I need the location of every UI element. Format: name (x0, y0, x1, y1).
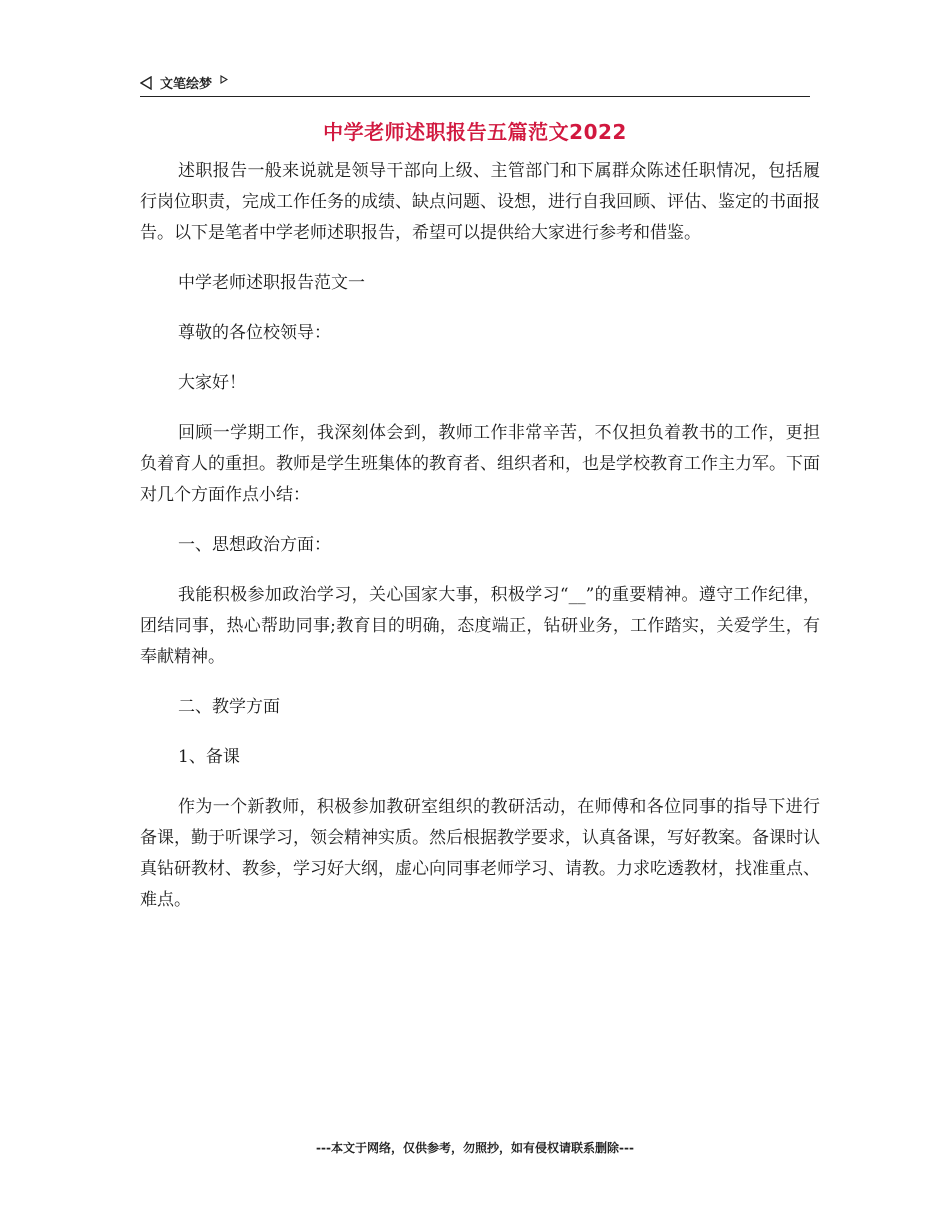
footer-notice: ---本文于网络，仅供参考，勿照抄，如有侵权请联系删除--- (316, 1141, 634, 1155)
paragraph-intro: 述职报告一般来说就是领导干部向上级、主管部门和下属群众陈述任职情况，包括履行岗位职责，完成工作任务的成绩、缺点问题、设想，进行自我回顾、评估、鉴定的书面报告。以下是笔者中学老师述职报告，希望可以提供给大家进行参考和借鉴。 (140, 161, 820, 243)
document-body (140, 156, 820, 935)
paragraph-lesson-prep: 作为一个新教师，积极参加教研室组织的教研活动，在师傅和各位同事的指导下进行备课，勤于听课学习，领会精神实质。然后根据教学要求，认真备课，写好教案。备课时认真钻研教材、教参，学习好大纲，虚心向同事老师学习、请教。力求吃透教材，找准重点、难点。 (140, 797, 820, 910)
document-title: 中学老师述职报告五篇范文2022 (323, 120, 627, 144)
paragraph-politics: 我能积极参加政治学习，关心国家大事，积极学习“__”的重要精神。遵守工作纪律，团结同事，热心帮助同事;教育目的明确，态度端正，钻研业务，工作踏实，关爱学生，有奉献精神。 (140, 585, 820, 667)
brand-name: 文笔绘梦 (160, 77, 213, 92)
section-heading: 中学老师述职报告范文一 (178, 273, 365, 293)
subheading-lesson-prep: 1、备课 (178, 747, 240, 767)
greeting: 大家好！ (178, 373, 246, 393)
subheading-politics: 一、思想政治方面： (178, 535, 331, 555)
triangle-right-icon (220, 75, 228, 84)
page-header (140, 70, 810, 97)
brand-logo (140, 73, 228, 92)
subheading-teaching: 二、教学方面 (178, 697, 280, 717)
paragraph-review: 回顾一学期工作，我深刻体会到，教师工作非常辛苦，不仅担负着教书的工作，更担负着育人的重担。教师是学生班集体的教育者、组织者和，也是学校教育工作主力军。下面对几个方面作点小结： (140, 423, 820, 505)
triangle-left-icon (140, 76, 152, 90)
salutation: 尊敬的各位校领导： (178, 323, 331, 343)
